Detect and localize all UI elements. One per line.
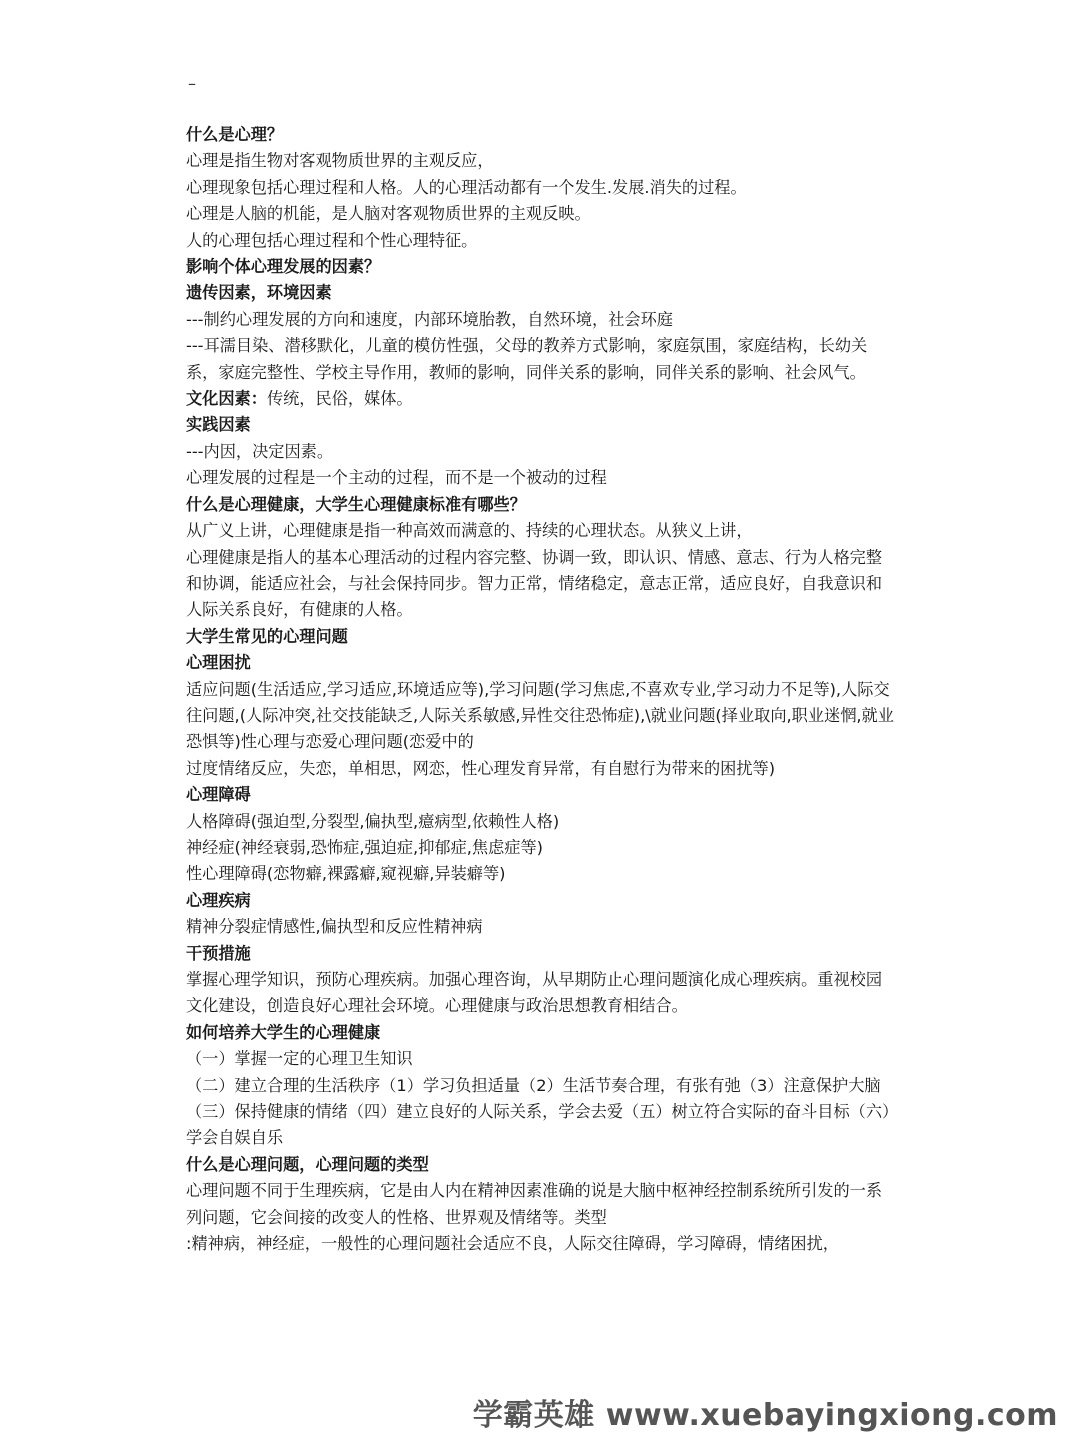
- paragraph-text: 大学生常见的心理问题: [186, 626, 348, 646]
- paragraph-text: 什么是心理？: [186, 125, 284, 144]
- paragraph-text: ---制约心理发展的方向和速度，内部环境胎教，自然环境，社会环庭: [186, 309, 673, 329]
- paragraph: [186, 809, 898, 835]
- paragraph-text: ---耳濡目染、潜移默化，儿童的模仿性强，父母的教养方式影响，家庭氛围，家庭结构，长幼关系，家庭完整性、学校主导作用，教师的影响，同伴关系的影响，同伴关系的影响、社会风气。: [186, 336, 868, 382]
- paragraph-text: 遗传因素，环境因素: [186, 283, 332, 303]
- paragraph-text: 适应问题(生活适应,学习适应,环境适应等),学习问题(学习焦虑,不喜欢专业,学习动力不足等),人际交往问题,(人际冲突,社交技能缺乏,人际关系敏感,异性交往恐怖症),\就业问题(择业取向,职业迷惘,就业恐惧等)性心理与恋爱心理问题(恋爱中的: [186, 679, 894, 752]
- paragraph-text: 影响个体心理发展的因素？: [186, 257, 381, 277]
- paragraph: [186, 175, 898, 201]
- paragraph: [186, 518, 898, 544]
- section-heading: [186, 650, 898, 676]
- paragraph-text: 如何培养大学生的心理健康: [186, 1022, 381, 1042]
- paragraph: [186, 545, 898, 624]
- paragraph: [186, 967, 898, 1020]
- section-heading: [186, 941, 898, 967]
- paragraph-text: 人格障碍(强迫型,分裂型,偏执型,癔病型,依赖性人格): [186, 811, 560, 831]
- paragraph-text: 从广义上讲，心理健康是指一种高效而满意的、持续的心理状态。从狭义上讲，: [186, 521, 753, 541]
- section-heading: [186, 888, 898, 914]
- section-heading: [186, 412, 898, 438]
- paragraph: [186, 677, 898, 756]
- paragraph-text: 什么是心理健康，大学生心理健康标准有哪些？: [186, 494, 526, 514]
- paragraph-text: 心理是人脑的机能，是人脑对客观物质世界的主观反映。: [186, 204, 591, 224]
- paragraph-text: :精神病，神经症，一般性的心理问题社会适应不良，人际交往障碍，学习障碍，情绪困扰，: [186, 1234, 839, 1254]
- paragraph: [186, 1178, 898, 1231]
- paragraph-text: 什么是心理问题，心理问题的类型: [186, 1154, 429, 1174]
- section-heading: [186, 1152, 898, 1178]
- paragraph-text: 掌握心理学知识，预防心理疾病。加强心理咨询，从早期防止心理问题演化成心理疾病。重视校园文化建设，创造良好心理社会环境。心理健康与政治思想教育相结合。: [186, 970, 883, 1016]
- paragraph: [186, 307, 898, 333]
- paragraph-text: 心理发展的过程是一个主动的过程，而不是一个被动的过程: [186, 468, 607, 488]
- paragraph: [186, 756, 898, 782]
- paragraph-text: （二）建立合理的生活秩序（1）学习负担适量（2）生活节奏合理，有张有弛（3）注意保护大脑（三）保持健康的情绪（四）建立良好的人际关系，学会去爱（五）树立符合实际的奋斗目标（六）学会自娱自乐: [186, 1075, 891, 1148]
- paragraph: [186, 228, 898, 254]
- paragraph: [186, 465, 898, 491]
- header-dash: –: [188, 74, 196, 93]
- paragraph: [186, 861, 898, 887]
- paragraph: [186, 439, 898, 465]
- paragraph: [186, 333, 898, 386]
- paragraph-text: 神经症(神经衰弱,恐怖症,强迫症,抑郁症,焦虑症等): [186, 837, 543, 857]
- section-heading: [186, 624, 898, 650]
- section-heading: [186, 1020, 898, 1046]
- section-heading: [186, 782, 898, 808]
- paragraph-text: 实践因素: [186, 415, 251, 435]
- paragraph-text: 心理是指生物对客观物质世界的主观反应，: [186, 151, 494, 171]
- inline-label: 文化因素：: [186, 389, 267, 409]
- paragraph-text: ---内因，决定因素。: [186, 441, 334, 461]
- section-heading: [186, 492, 898, 518]
- paragraph-text: 过度情绪反应，失恋，单相思，网恋，性心理发育异常，有自慰行为带来的困扰等): [186, 758, 776, 778]
- paragraph-text: 干预措施: [186, 943, 251, 963]
- paragraph-text: 传统，民俗，媒体。: [266, 389, 413, 409]
- paragraph-text: 心理现象包括心理过程和人格。人的心理活动都有一个发生.发展.消失的过程。: [186, 177, 747, 197]
- paragraph: [186, 835, 898, 861]
- paragraph: [186, 1046, 898, 1072]
- paragraph: [186, 148, 898, 174]
- section-heading: [186, 122, 898, 148]
- paragraph-text: 心理疾病: [186, 890, 251, 910]
- paragraph-text: 心理健康是指人的基本心理活动的过程内容完整、协调一致，即认识、情感、意志、行为人格完整和协调，能适应社会，与社会保持同步。智力正常，情绪稳定，意志正常，适应良好，自我意识和人际关系良好，有健康的人格。: [186, 547, 883, 620]
- paragraph: [186, 1231, 898, 1257]
- section-heading: [186, 254, 898, 280]
- paragraph: [186, 1073, 898, 1152]
- paragraph-text: 性心理障碍(恋物癖,裸露癖,窥视癖,异装癖等): [186, 864, 506, 884]
- document-body: [186, 122, 898, 1257]
- paragraph: [186, 914, 898, 940]
- paragraph-text: 人的心理包括心理过程和个性心理特征。: [186, 230, 478, 250]
- paragraph-text: 精神分裂症情感性,偏执型和反应性精神病: [186, 917, 483, 937]
- paragraph-text: （一）掌握一定的心理卫生知识: [186, 1049, 413, 1069]
- paragraph-text: 心理问题不同于生理疾病，它是由人内在精神因素准确的说是大脑中枢神经控制系统所引发的一系列问题，它会间接的改变人的性格、世界观及情绪等。类型: [186, 1181, 883, 1227]
- section-heading: [186, 280, 898, 306]
- paragraph: [186, 386, 898, 412]
- paragraph-text: 心理困扰: [186, 653, 251, 673]
- watermark: 学霸英雄 www.xuebayingxiong.com: [472, 1398, 1058, 1433]
- paragraph: [186, 201, 898, 227]
- paragraph-text: 心理障碍: [186, 785, 251, 805]
